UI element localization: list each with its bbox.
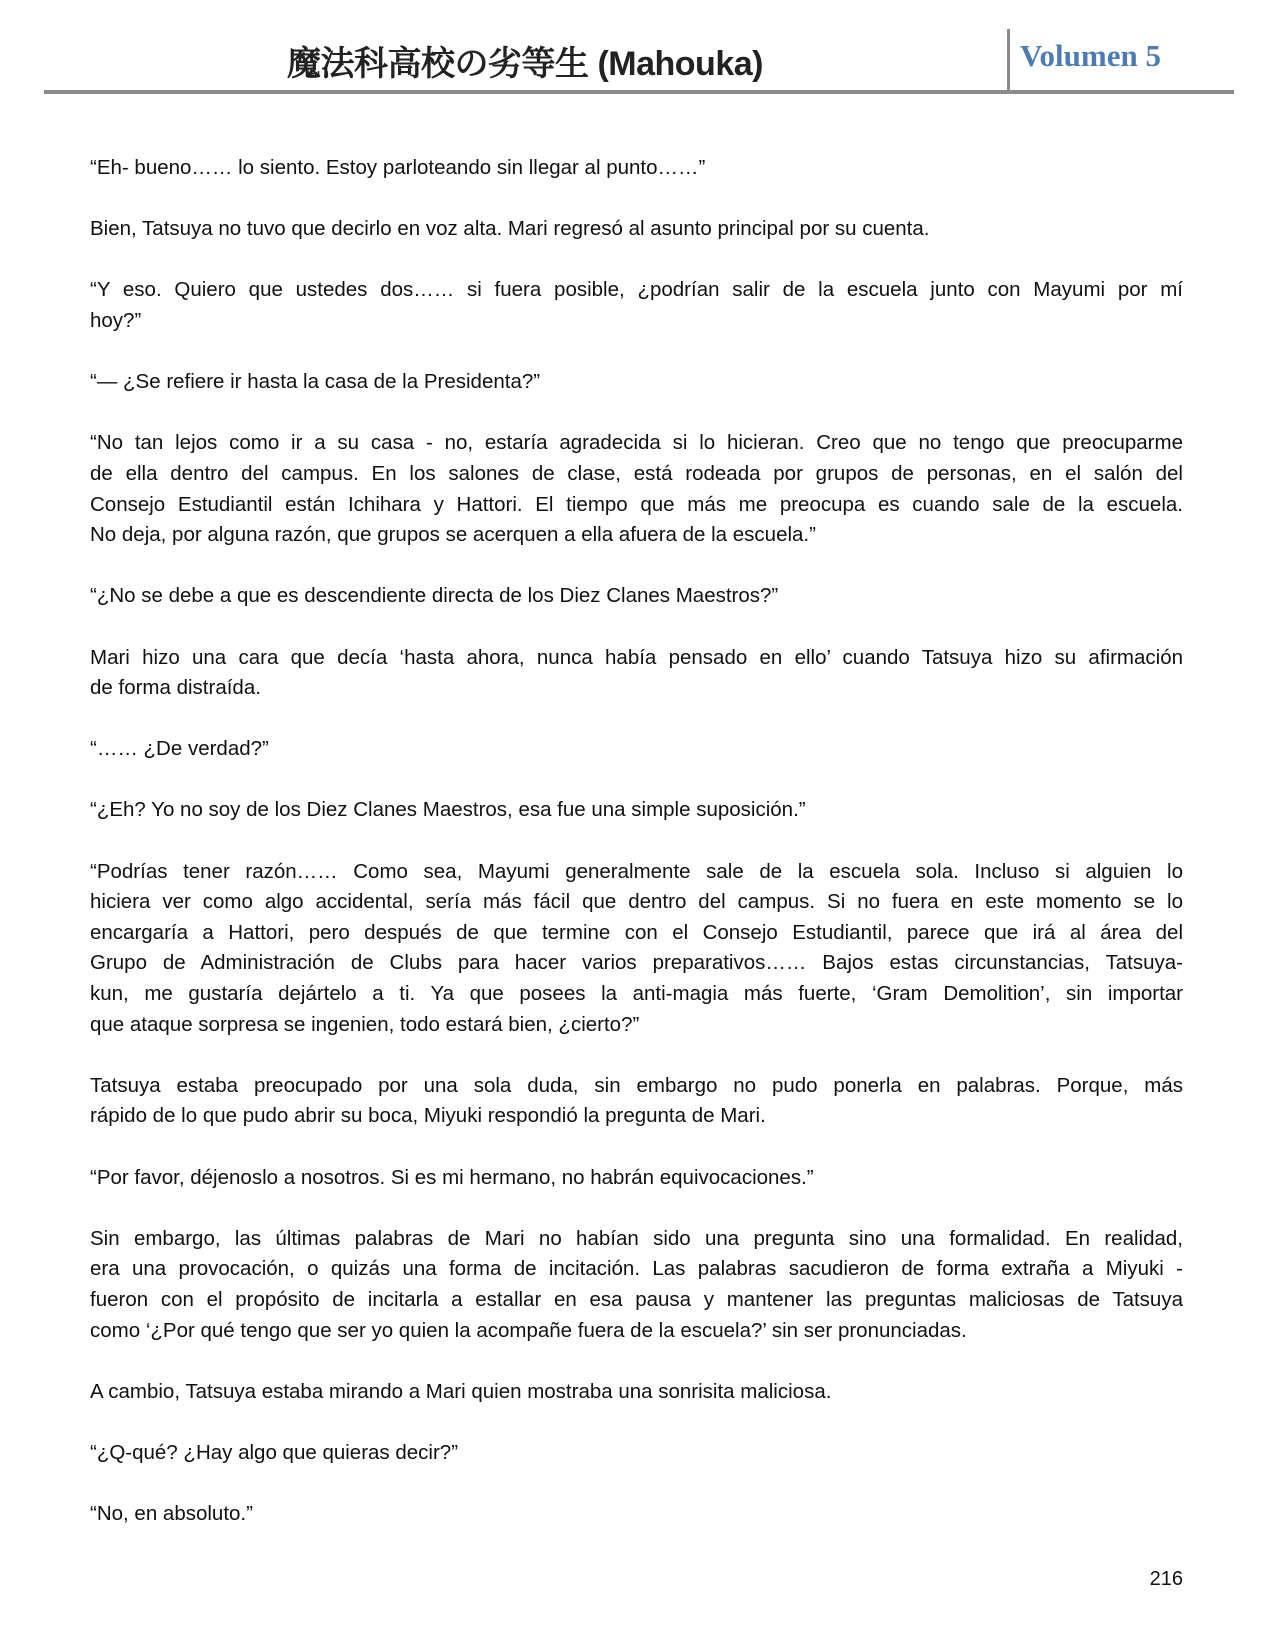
paragraph xyxy=(90,1499,1183,1530)
paragraph xyxy=(90,275,1183,336)
text-line: “Eh- bueno…… lo siento. Estoy parloteando sin llegar al punto……” xyxy=(90,156,706,179)
text-line: encargaría a Hattori, pero después de que termine con el Consejo Estudiantil, parece que irá al área del xyxy=(90,920,1183,944)
header-rule xyxy=(44,90,1234,94)
text-line: hoy?” xyxy=(90,308,142,332)
header-divider xyxy=(1007,29,1010,93)
paragraph xyxy=(90,367,1183,398)
text-line: de forma distraída. xyxy=(90,676,261,700)
text-line: rápido de lo que pudo abrir su boca, Miyuki respondió la pregunta de Mari. xyxy=(90,1104,766,1128)
paragraph xyxy=(90,1438,1183,1469)
text-line: Grupo de Administración de Clubs para hacer varios preparativos…… Bajos estas circunstancias, Tatsuya- xyxy=(90,951,1183,975)
text-line: como ‘¿Por qué tengo que ser yo quien la acompañe fuera de la escuela?’ sin ser pronunciadas. xyxy=(90,1318,967,1342)
text-line: “No tan lejos como ir a su casa - no, estaría agradecida si lo hicieran. Creo que no tengo que preocuparme xyxy=(90,431,1183,455)
paragraph xyxy=(90,153,1183,184)
text-line: era una provocación, o quizás una forma de incitación. Las palabras sacudieron de forma extraña a Miyuki - xyxy=(90,1257,1183,1281)
text-line: “…… ¿De verdad?” xyxy=(90,737,269,761)
text-line: fueron con el propósito de incitarla a estallar en esa pausa y mantener las preguntas maliciosas de Tatsuya xyxy=(90,1287,1183,1311)
paragraph xyxy=(90,734,1183,765)
text-line: hiciera ver como algo accidental, sería más fácil que dentro del campus. Si no fuera en este momento se lo xyxy=(90,890,1183,914)
volume-label: Volumen 5 xyxy=(1020,38,1161,73)
text-line: Consejo Estudiantil están Ichihara y Hattori. El tiempo que más me preocupa es cuando sale de la escuela. xyxy=(90,492,1183,516)
running-header-title: 魔法科高校の劣等生 (Mahouka) xyxy=(287,45,763,83)
text-line: Tatsuya estaba preocupado por una sola duda, sin embargo no pudo ponerla en palabras. Porque, más xyxy=(90,1073,1183,1097)
text-line: Bien, Tatsuya no tuvo que decirlo en voz alta. Mari regresó al asunto principal por su cuenta. xyxy=(90,217,930,241)
paragraph xyxy=(90,857,1183,1041)
text-line: de ella dentro del campus. En los salones de clase, está rodeada por grupos de personas, en el salón del xyxy=(90,461,1183,485)
text-line: Mari hizo una cara que decía ‘hasta ahora, nunca había pensado en ello’ cuando Tatsuya hizo su afirmación xyxy=(90,645,1183,669)
paragraph xyxy=(90,428,1183,550)
text-line: kun, me gustaría dejártelo a ti. Ya que posees la anti-magia más fuerte, ‘Gram Demolition’, sin importar xyxy=(90,982,1183,1006)
paragraph xyxy=(90,643,1183,704)
text-line: No deja, por alguna razón, que grupos se acerquen a ella afuera de la escuela.” xyxy=(90,523,816,547)
paragraph xyxy=(90,214,1183,245)
text-line: Sin embargo, las últimas palabras de Mari no habían sido una pregunta sino una formalidad. En realidad, xyxy=(90,1226,1183,1250)
text-line: “Y eso. Quiero que ustedes dos…… si fuera posible, ¿podrían salir de la escuela junto con Mayumi por mí xyxy=(90,278,1183,302)
paragraph xyxy=(90,1224,1183,1346)
text-line: “Por favor, déjenoslo a nosotros. Si es mi hermano, no habrán equivocaciones.” xyxy=(90,1165,814,1189)
text-line: “Podrías tener razón…… Como sea, Mayumi generalmente sale de la escuela sola. Incluso si alguien lo xyxy=(90,859,1183,883)
paragraph xyxy=(90,1071,1183,1132)
paragraph xyxy=(90,1377,1183,1408)
text-line: “¿Eh? Yo no soy de los Diez Clanes Maestros, esa fue una simple suposición.” xyxy=(90,798,806,822)
paragraph xyxy=(90,795,1183,826)
text-line: “¿Q-qué? ¿Hay algo que quieras decir?” xyxy=(90,1440,459,1464)
text-line: “— ¿Se refiere ir hasta la casa de la Presidenta?” xyxy=(90,370,541,394)
text-line: que ataque sorpresa se ingenien, todo estará bien, ¿cierto?” xyxy=(90,1012,640,1036)
text-line: “No, en absoluto.” xyxy=(90,1502,253,1526)
text-line: “¿No se debe a que es descendiente directa de los Diez Clanes Maestros?” xyxy=(90,584,779,608)
page-number: 216 xyxy=(1149,1568,1183,1590)
page-body xyxy=(90,153,1183,1560)
paragraph xyxy=(90,581,1183,612)
text-line: A cambio, Tatsuya estaba mirando a Mari quien mostraba una sonrisita maliciosa. xyxy=(90,1379,832,1403)
paragraph xyxy=(90,1163,1183,1194)
